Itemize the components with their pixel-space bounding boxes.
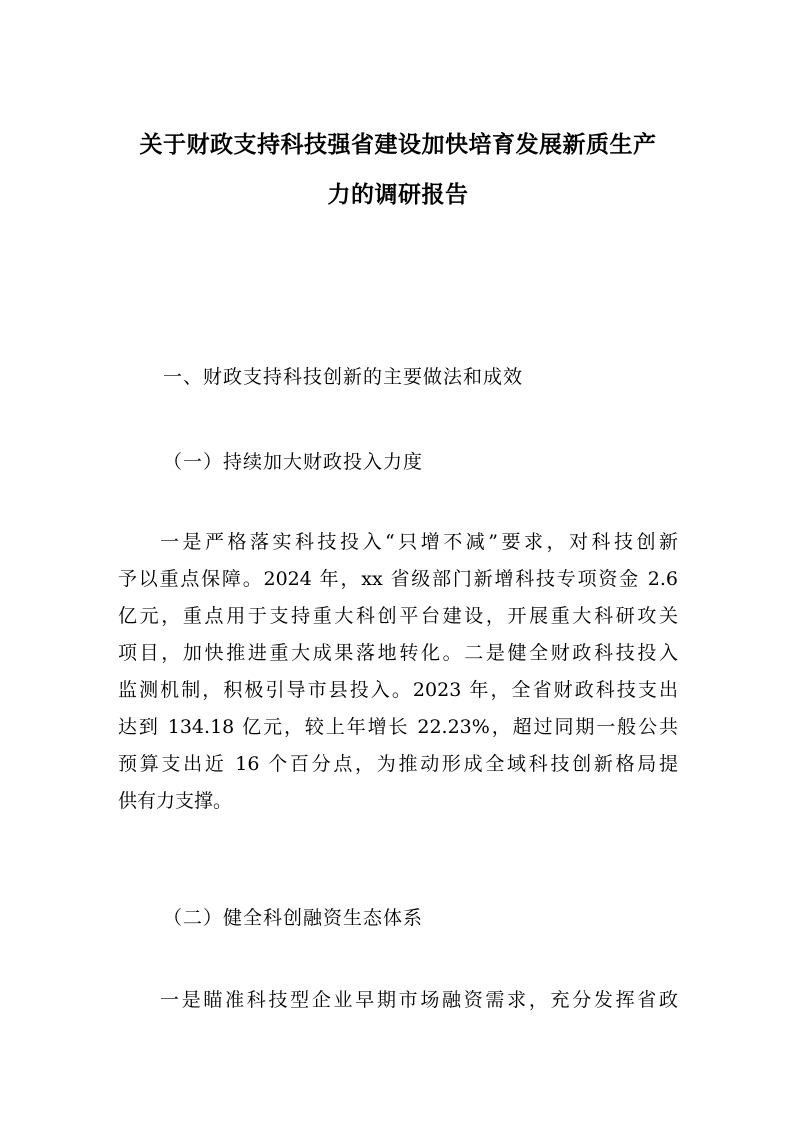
paragraph-1-line-1: 一是严格落实科技投入“只增不减”要求，对科技创新 — [160, 531, 678, 553]
paragraph-1 — [118, 524, 678, 820]
paragraph-1-line-7: 预算支出近 16 个百分点，为推动形成全域科技创新格局提 — [118, 753, 678, 775]
subsection-heading-1: （一）持续加大财政投入力度 — [163, 451, 424, 473]
subsection-heading-2: （二）健全科创融资生态体系 — [163, 907, 424, 929]
paragraph-2 — [118, 982, 678, 1019]
document-title-line-1: 关于财政支持科技强省建设加快培育发展新质生产 — [139, 131, 657, 158]
paragraph-1-line-8: 供有力支撑。 — [118, 790, 233, 812]
paragraph-1-line-2: 予以重点保障。2024 年，xx 省级部门新增科技专项资金 2.6 — [118, 568, 678, 590]
paragraph-1-line-3: 亿元，重点用于支持重大科创平台建设，开展重大科研攻关 — [118, 605, 678, 627]
paragraph-1-line-5: 监测机制，积极引导市县投入。2023 年，全省财政科技支出 — [118, 679, 678, 701]
paragraph-2-line-1: 一是瞄准科技型企业早期市场融资需求，充分发挥省政 — [160, 989, 678, 1011]
section-heading-1: 一、财政支持科技创新的主要做法和成效 — [163, 366, 524, 388]
paragraph-1-line-4: 项目，加快推进重大成果落地转化。二是健全财政科技投入 — [118, 642, 678, 664]
paragraph-1-line-6: 达到 134.18 亿元，较上年增长 22.23%，超过同期一般公共 — [118, 716, 678, 738]
document-title-line-2: 力的调研报告 — [327, 181, 469, 208]
